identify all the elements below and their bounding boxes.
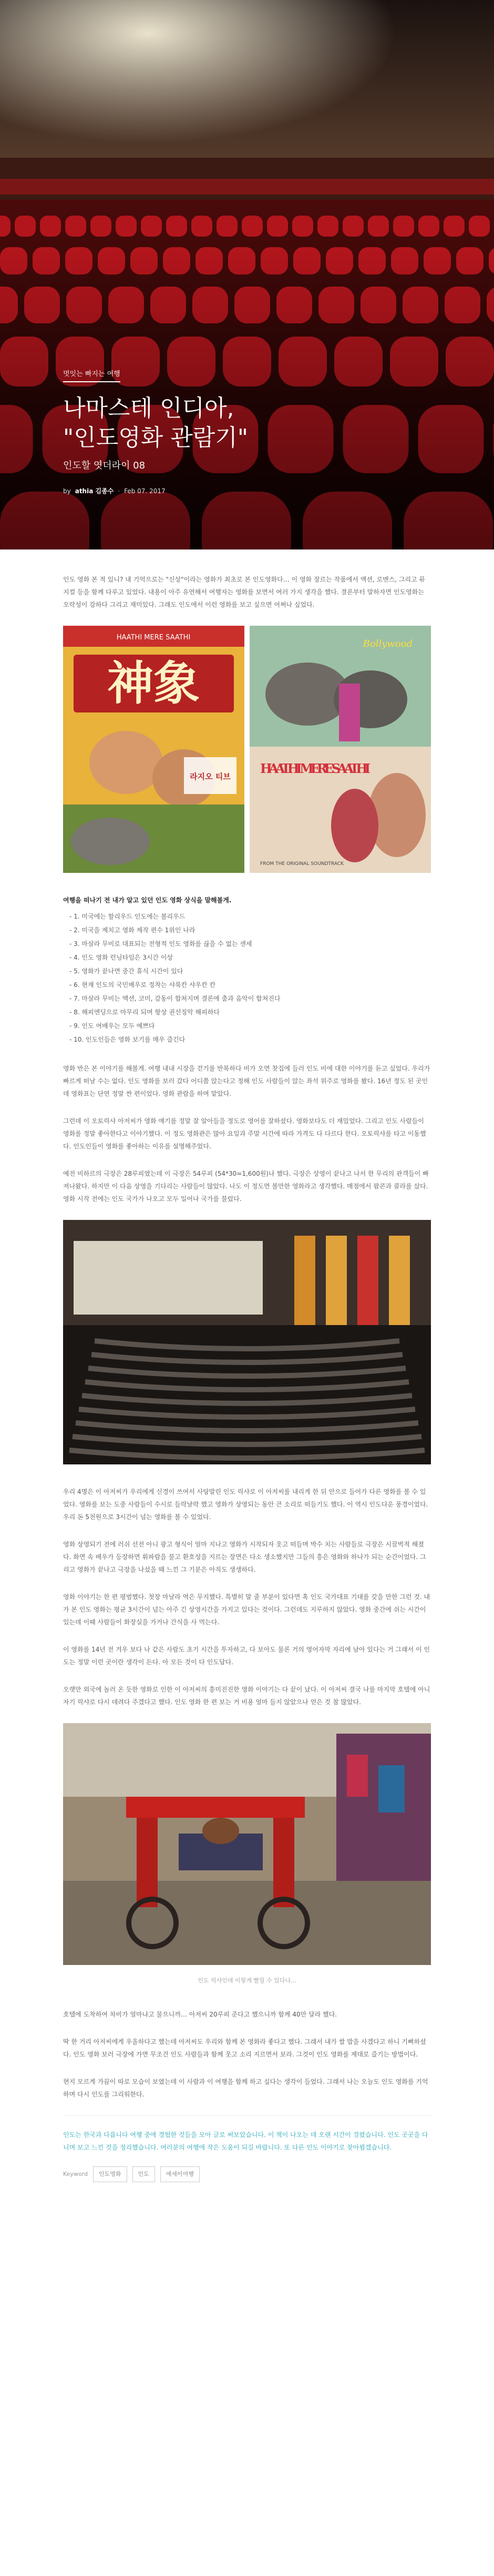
image-caption: 인도 릭샤인데 이렇게 빨릴 수 있다나... [198, 1977, 296, 1984]
rickshaw-image [63, 1723, 431, 1965]
paragraph: 우리 4명은 이 아저씨가 우리에게 신경이 쓰여서 사탕발린 인도 릭샤로 이 아저씨를 내리게 한 뒤 안으로 들어가 다른 영화를 볼 수 있었다. 영화를 보는 도중 사람들이 수시로 들락날락 했고 영화가 상영되는 동안 큰 소리로 떠들기도 했다. 이 역시 인도다운 풍경이었다. 우리 돈 5천원으로 3시간이 넘는 영화를 볼 수 있었다. [63, 1488, 428, 1521]
list-item: - 7. 마살라 무비는 액션, 코미, 감동이 합쳐지며 결론에 춤과 음악이 합쳐진다 [69, 992, 431, 1005]
publish-date: Feb 07. 2017 [124, 487, 166, 495]
movie-poster-image[interactable] [63, 626, 244, 873]
paragraph: 오랫만 외국에 놀러 온 듯한 영화로 인한 이 아저씨의 흥미진진한 영화 이야기는 다 끝이 났다. 이 아저씨 결국 나를 마지막 호텔에 아니 자기 릭샤로 다시 데려다 주겠다고 했다. 인도 영화 한 편 보는 거 비용 얼마 들지 않았으나 얻은 것 참 많았다. [63, 1686, 430, 1706]
paragraph: 호텔에 도착하여 차비가 얼마냐고 물으니까… 아저씨 20루피 준다고 했으니까 함께 40만 달라 했다. [63, 2011, 337, 2018]
hero-text-block [63, 368, 431, 495]
tag-link[interactable]: 인도영화 [93, 2166, 127, 2182]
poster2-logo: Bollywood [363, 638, 413, 649]
rickshaw-photo[interactable] [63, 1723, 431, 1969]
poster-image-row [63, 626, 431, 873]
list-item: - 1. 미국에는 할리우드 인도에는 볼리우드 [69, 910, 431, 923]
poster1-top-text: HAATHI MERE SAATHI [116, 634, 191, 642]
hero-banner [0, 0, 494, 549]
list-item: - 5. 영화가 끝나면 중간 휴식 시간이 있다 [69, 964, 431, 978]
author-link[interactable]: athia 김종수 [75, 487, 114, 495]
paragraph: 인도 영화 본 적 있니? 내 기억으로는 "신상"이라는 영화가 최초로 본 인도영화다… 이 영화 장르는 작품에서 액션, 로맨스, 그리고 뮤지컬 등을 함께 다루고 있었다. 내용이 아주 유연해서 여행자는 영화를 보면서 여러 가지 생각을 했다. 결론부터 말하자면 인도영화는 오락성이 강하다 그리고 재미있다. 그래도 인도에서 이런 영화를 보고 싶으면 어쩌나 싶었다. [63, 576, 426, 608]
list-item: - 2. 미국을 제치고 영화 제작 편수 1위인 나라 [69, 923, 431, 937]
list-item: - 10. 인도인들은 영화 보기를 매우 즐긴다 [69, 1033, 431, 1046]
keyword-label: Keyword [63, 2171, 88, 2177]
tag-link[interactable]: 에세이여행 [160, 2166, 200, 2182]
paragraph: 현지 모르게 가끔이 따로 모습이 보였는데 이 사람과 이 여행을 함께 하고 싶다는 생각이 들었다. 그래서 나는 오늘도 인도 영화를 기억하며 다시 인도를 그리워한다. [63, 2078, 428, 2098]
poster1-cast: 라지오 티브 [190, 772, 231, 781]
byline [63, 486, 431, 495]
paragraph: 영화 반은 본 이야기를 해볼게. 여행 내내 시장을 걷기를 반복하다 비가 오면 찻집에 들러 인도 비에 대한 이야기를 듣고 싶었다. 우리가 빠르게 떠날 수는 없다. 인도 영화를 보러 갔다 어디쯤 앉는다고 정해 인도 사람들이 앉는 좌석 위주로 영화를 봤다. 16년 정도 된 곳인데 영화표는 단연 정말 싼 편이었다. 영화 관람을 하며 맡았다. [63, 1065, 430, 1097]
list-item: - 9. 인도 여배우는 모두 예쁘다 [69, 1019, 431, 1033]
page-title [63, 394, 431, 453]
theater-photo[interactable] [63, 1220, 431, 1464]
keyword-tags [63, 2166, 431, 2203]
paragraph: 이 영화를 14년 전 겨우 보다 나 같은 사람도 초기 시간을 투자하고, 다 보아도 물론 거의 영어자막 자리에 남아 있다는 거 그래서 이 인도는 정말 이런 곳이란 생각이 든다. 아 모든 것이 다 인도답다. [63, 1646, 430, 1666]
paragraph: 그런데 이 오토릭샤 아저씨가 영화 얘기를 정말 잘 알아들을 정도로 영어를 잘하셨다. 영화보다도 더 재밌었다. 그리고 인도 사람들이 영화를 정말 좋아한다고 이야기했다. 이 정도 영화관은 많아 요일과 주말 시간에 따라 가격도 다 다르다 한다. 오토릭샤를 타고 이동했다. 인도인들이 영화를 좋아하는 이유를 설명해주었다. [63, 1117, 426, 1150]
list-item: - 3. 마살라 무비로 대표되는 전형적 인도 영화를 끊을 수 없는 센세 [69, 937, 431, 951]
paragraph: 예전 비하르의 극장은 28루피였는데 이 극장은 54루피 (54*30=1,600원)나 했다. 극장은 상영이 끝나고 나서 한 무리의 관객들이 빠져나왔다. 하지만 이 다음 상영을 기다리는 사람들이 많았다. 나도 이 정도면 볼만한 영화라고 생각했다. 매점에서 팝콘과 콜라를 샀다. 영화 시작 전에는 인도 국가가 나오고 모두 일어나 국가를 불렀다. [63, 1170, 429, 1203]
poster1-title: 神象 [107, 656, 200, 710]
tag-link[interactable]: 인도 [132, 2166, 155, 2182]
theater-interior-image [63, 1220, 431, 1464]
title-line-2: "인도영화 관람기" [63, 424, 248, 451]
title-line-1: 나마스테 인디아, [63, 395, 234, 422]
list-title: 여행을 떠나기 전 내가 알고 있던 인도 영화 상식을 말해볼게. [63, 897, 232, 904]
list-item: - 6. 현재 인도의 국민배우로 정착는 샤룩칸 샤우칸 칸 [69, 978, 431, 992]
list-item: - 4. 인도 영화 런닝타임은 3시간 이상 [69, 951, 431, 964]
paragraph: 영화 이야기는 한 편 평범했다. 첫장 마날라 역은 무지했다. 특별히 말 줄 부분이 있다면 혹 인도 국가대표 기대를 갖을 만한 그런 것. 내가 본 인도 영화는 평균 3시간이 넘는 아주 긴 상영시간을 가지고 있다는 것이다. 그런데도 지루하지 않았다. 영화 중간에 쉬는 시간이 있는데 이때 사람들이 화장실을 가거나 간식을 사 먹는다. [63, 1593, 430, 1626]
paragraph: 딱 한 거리 아저씨에게 우울하다고 했는데 아저씨도 우리와 함께 본 영화라 좋다고 했다. 그래서 내가 쌀 밥을 사겠다고 하니 기뻐하셨다. 인도 영화 보러 극장에 가면 무조건 인도 사람들과 함께 웃고 소리 지르면서 보라. 그것이 인도 영화를 제대로 즐기는 방법이다. [63, 2038, 426, 2058]
facts-list [63, 910, 431, 1046]
author-footnote: 인도는 한국과 다릅니다 여행 중에 경험한 것들을 모아 글로 써보았습니다. 이 책이 나오는 데 오랜 시간이 걸렸습니다. 인도 곳곳을 다니며 보고 느낀 것을 정리했습니다. 여러분의 여행에 작은 도움이 되길 바랍니다. 또 다른 인도 이야기로 찾아뵙겠습니다. [63, 2115, 431, 2154]
poster2-title: HAATHI MERE SAATHI [260, 761, 370, 776]
article-body [63, 549, 431, 2203]
paragraph: 영화 상영되기 전에 러쉬 선전 아니 광고 형식이 얼마 지나고 영화가 시작되자 웃고 떠들며 박수 치는 사람들로 극장은 시끌벅적 해졌다. 화면 속 배우가 등장하면 휘파람을 불고 환호성을 지르는 장면은 다소 생소했지만 그들의 흥은 영화와 하나가 되는 순간이었다. 그리고 영화가 끝나고 극장을 나섰을 때 느낀 그 기분은 아직도 생생하다. [63, 1541, 426, 1573]
category-label[interactable]: 멋잇는 빠지는 여행 [63, 368, 120, 382]
soundtrack-cover-image[interactable] [250, 626, 431, 873]
by-label: by [63, 487, 71, 495]
byline-separator: · [118, 487, 120, 495]
poster2-bottom-text: FROM THE ORIGINAL SOUNDTRACK [260, 861, 344, 867]
page-subtitle: 인도할 엿더라이 08 [63, 460, 146, 471]
list-item: - 8. 해피엔딩으로 마무리 되며 항상 권선징악 해피하다 [69, 1005, 431, 1019]
